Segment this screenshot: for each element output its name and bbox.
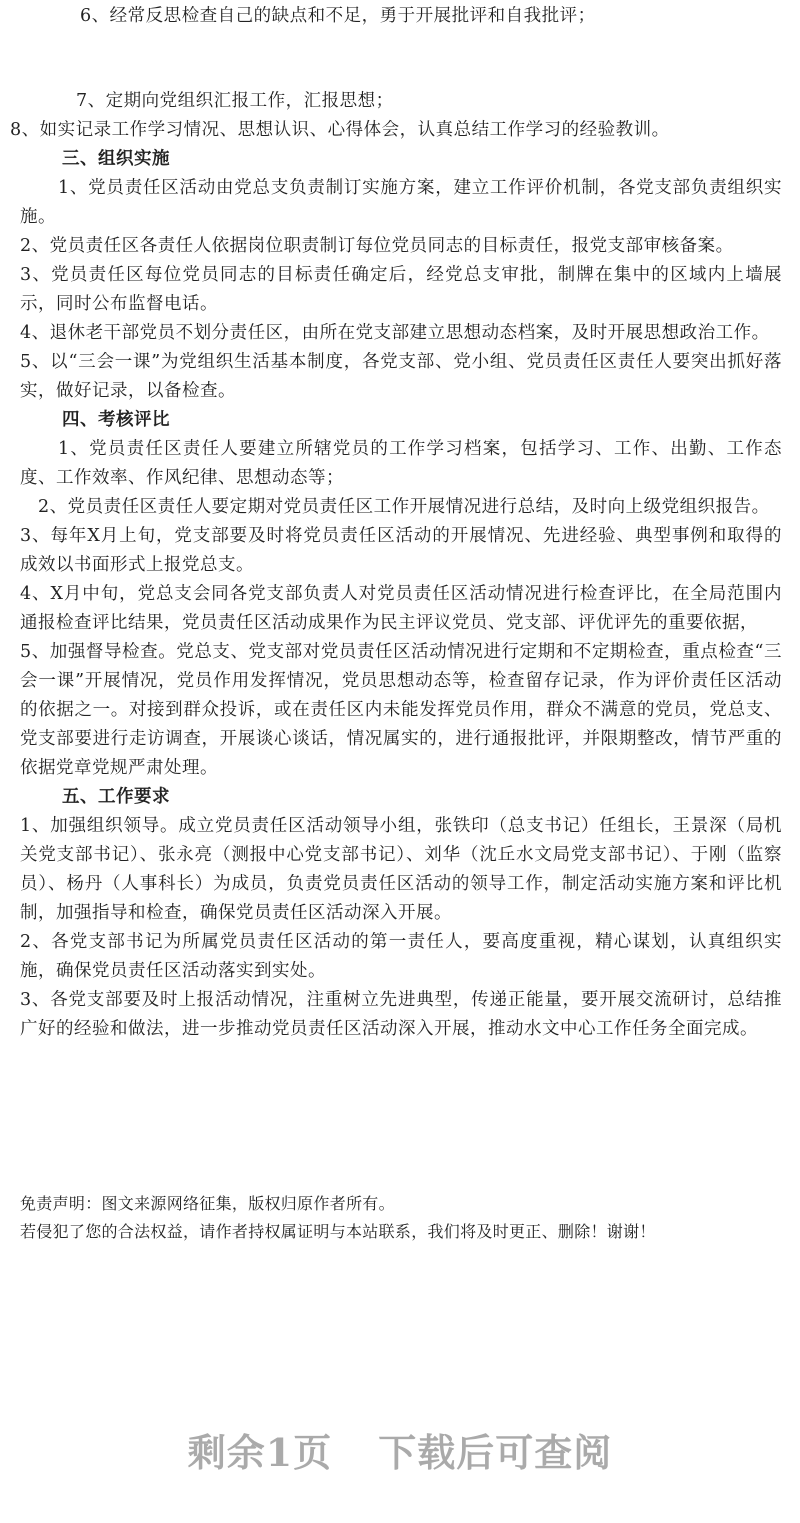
paragraph-7: 7、定期向党组织汇报工作，汇报思想；	[76, 91, 394, 111]
document-body	[10, 0, 782, 1246]
section-3-item-4: 4、退休老干部党员不划分责任区，由所在党支部建立思想动态档案，及时开展思想政治工作。	[20, 323, 770, 343]
disclaimer-line-2: 若侵犯了您的合法权益，请作者持权属证明与本站联系，我们将及时更正、删除！谢谢！	[20, 1222, 656, 1241]
download-prompt-label: 下载后可查阅	[378, 1430, 613, 1475]
paragraph-6: 6、经常反思检查自己的缺点和不足，勇于开展批评和自我批评；	[80, 6, 596, 26]
section-4-item-2: 2、党员责任区责任人要定期对党员责任区工作开展情况进行总结，及时向上级党组织报告。	[38, 497, 770, 517]
section-4-item-5: 5、加强督导检查。党总支、党支部对党员责任区活动情况进行定期和不定期检查，重点检查“三会一课”开展情况，党员作用发挥情况，党员思想动态等，检查留存记录，作为评价责任区活动的依据之一。对接到群众投诉，或在责任区内未能发挥党员作用，群众不满意的党员，党总支、党支部要进行走访调查，开展谈心谈话，情况属实的，进行通报批评，并限期整改，情节严重的依据党章党规严肃处理。	[20, 642, 782, 778]
section-3-item-2: 2、党员责任区各责任人依据岗位职责制订每位党员同志的目标责任，报党支部审核备案。	[20, 236, 734, 256]
spacer	[20, 31, 782, 75]
section-4-heading: 四、考核评比	[62, 410, 170, 430]
section-5-item-3: 3、各党支部要及时上报活动情况，注重树立先进典型，传递正能量，要开展交流研讨，总结推广好的经验和做法，进一步推动党员责任区活动深入开展，推动水文中心工作任务全面完成。	[20, 990, 782, 1039]
section-4-item-4: 4、X月中旬，党总支会同各党支部负责人对党员责任区活动情况进行检查评比，在全局范围内通报检查评比结果，党员责任区活动成果作为民主评议党员、党支部、评优评先的重要依据，	[20, 584, 782, 633]
section-5-item-2: 2、各党支部书记为所属党员责任区活动的第一责任人，要高度重视，精心谋划，认真组织实施，确保党员责任区活动落实到实处。	[20, 932, 782, 981]
section-3-item-3: 3、党员责任区每位党员同志的目标责任确定后，经党总支审批，制牌在集中的区域内上墙展示，同时公布监督电话。	[20, 265, 782, 314]
section-3-item-5: 5、以“三会一课”为党组织生活基本制度，各党支部、党小组、党员责任区责任人要突出抓好落实，做好记录，以备检查。	[20, 352, 782, 401]
spacer	[20, 1044, 782, 1190]
paragraph-8: 8、如实记录工作学习情况、思想认识、心得体会，认真总结工作学习的经验教训。	[10, 120, 670, 140]
section-5-heading: 五、工作要求	[62, 787, 170, 807]
section-3-item-1: 1、党员责任区活动由党总支负责制订实施方案，建立工作评价机制，各党支部负责组织实施。	[20, 178, 782, 227]
remaining-pages-label: 剩余1页	[187, 1430, 333, 1475]
remaining-pages-banner[interactable]	[0, 1422, 800, 1477]
section-4-item-3: 3、每年X月上旬，党支部要及时将党员责任区活动的开展情况、先进经验、典型事例和取得的成效以书面形式上报党总支。	[20, 526, 782, 575]
disclaimer-line-1: 免责声明：图文来源网络征集，版权归原作者所有。	[20, 1194, 395, 1213]
section-5-item-1: 1、加强组织领导。成立党员责任区活动领导小组，张铁印（总支书记）任组长，王景深（局机关党支部书记）、张永亮（测报中心党支部书记）、刘华（沈丘水文局党支部书记）、于刚（监察员）、杨丹（人事科长）为成员，负责党员责任区活动的领导工作，制定活动实施方案和评比机制，加强指导和检查，确保党员责任区活动深入开展。	[20, 816, 782, 923]
section-4-item-1: 1、党员责任区责任人要建立所辖党员的工作学习档案，包括学习、工作、出勤、工作态度、工作效率、作风纪律、思想动态等；	[20, 439, 782, 488]
section-3-heading: 三、组织实施	[62, 149, 170, 169]
